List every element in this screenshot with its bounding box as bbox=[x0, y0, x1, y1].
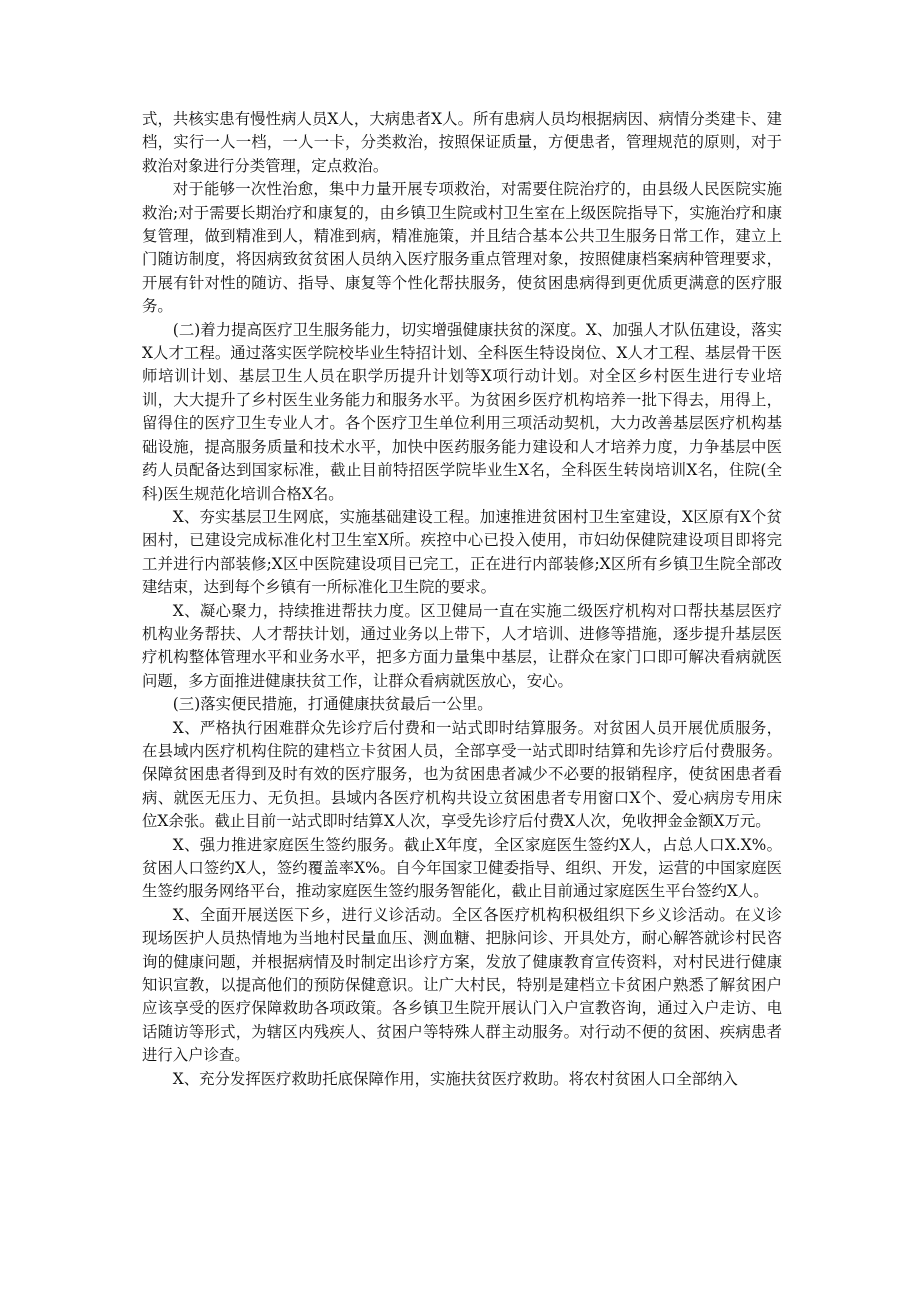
section-heading-three-convenience-measures: (三)落实便民措施，打通健康扶贫最后一公里。 bbox=[172, 695, 493, 714]
paragraph-grassroots-infrastructure: X、夯实基层卫生网底，实施基础建设工程。加速推进贫困村卫生室建设，X区原有X个贫困村，已建设完成标准化村卫生室X所。疾控中心已投入使用，市妇幼保健院建设项目即将完工并进行内部装修;X区中医院建设项目已完工，正在进行内部装修;X区所有乡镇卫生院全部改建结束，达到每个乡镇有一所标准化卫生院的要求。 bbox=[142, 507, 782, 597]
paragraph-medical-aid-guarantee: X、充分发挥医疗救助托底保障作用，实施扶贫医疗救助。将农村贫困人口全部纳入 bbox=[172, 1069, 738, 1088]
paragraph-continued-chronic-illness: 式，共核实患有慢性病人员X人，大病患者X人。所有患病人员均根据病因、病情分类建卡、建档，实行一人一档，一人一卡，分类救治，按照保证质量，方便患者，管理规范的原则，对于救治对象进行分类管理，定点救治。 bbox=[142, 110, 782, 175]
paragraph-treatment-approach: 对于能够一次性治愈，集中力量开展专项救治，对需要住院治疗的，由县级人民医院实施救治;对于需要长期治疗和康复的，由乡镇卫生院或村卫生室在上级医院指导下，实施治疗和康复管理，做到精准到人，精准到病，精准施策，并且结合基本公共卫生服务日常工作，建立上门随访制度，将因病致贫贫困人员纳入医疗服务重点管理对象，按照健康档案病种管理要求，开展有针对性的随访、指导、康复等个性化帮扶服务，使贫困患病得到更优质更满意的医疗服务。 bbox=[142, 180, 782, 316]
paragraph-family-doctor-contracts: X、强力推进家庭医生签约服务。截止X年度，全区家庭医生签约X人，占总人口X.X%。贫困人口签约X人，签约覆盖率X%。自今年国家卫健委指导、组织、开发，运营的中国家庭医生签约服务网络平台，推动家庭医生签约服务智能化，截止目前通过家庭医生平台签约X人。 bbox=[142, 835, 782, 901]
paragraph-section-two-service-capacity: (二)着力提高医疗卫生服务能力，切实增强健康扶贫的深度。X、加强人才队伍建设，落实X人才工程。通过落实医学院校毕业生特招计划、全科医生特设岗位、X人才工程、基层骨干医师培训计划、基层卫生人员在职学历提升计划等X项行动计划。对全区乡村医生进行专业培训，大大提升了乡村医生业务能力和服务水平。为贫困乡医疗机构培养一批下得去，用得上，留得住的医疗卫生专业人才。各个医疗卫生单位利用三项活动契机，大力改善基层医疗机构基础设施，提高服务质量和技术水平，加快中医药服务能力建设和人才培养力度，力争基层中医药人员配备达到国家标准，截止目前特招医学院毕业生X名，全科医生转岗培训X名，住院(全科)医生规范化培训合格X名。 bbox=[142, 320, 782, 503]
paragraph-one-stop-settlement: X、严格执行困难群众先诊疗后付费和一站式即时结算服务。对贫困人员开展优质服务，在县域内医疗机构住院的建档立卡贫困人员，全部享受一站式即时结算和先诊疗后付费服务。保障贫困患者得到及时有效的医疗服务，也为贫困患者减少不必要的报销程序，使贫困患者看病、就医无压力、无负担。县域内各医疗机构共设立贫困患者专用窗口X个、爱心病房专用床位X余张。截止目前一站式即时结算X人次，享受先诊疗后付费X人次，免收押金金额X万元。 bbox=[142, 718, 782, 831]
paragraph-free-clinic-activities: X、全面开展送医下乡，进行义诊活动。全区各医疗机构积极组织下乡义诊活动。在义诊现场医护人员热情地为当地村民量血压、测血糖、把脉问诊、开具处方，耐心解答就诊村民咨询的健康问题，并根据病情及时制定出诊疗方案，发放了健康教育宣传资料，对村民进行健康知识宣教，以提高他们的预防保健意识。让广大村民，特别是建档立卡贫困户熟悉了解贫困户应该享受的医疗保障救助各项政策。各乡镇卫生院开展认门入户宣教咨询，通过入户走访、电话随访等形式，为辖区内残疾人、贫困户等特殊人群主动服务。对行动不便的贫困、疾病患者进行入户诊查。 bbox=[142, 905, 782, 1065]
paragraph-assistance-efforts: X、凝心聚力，持续推进帮扶力度。区卫健局一直在实施二级医疗机构对口帮扶基层医疗机构业务帮扶、人才帮扶计划，通过业务以上带下，人才培训、进修等措施，逐步提升基层医疗机构整体管理水平和业务水平，把多方面力量集中基层，让群众在家门口即可解决看病就医问题，多方面推进健康扶贫工作，让群众看病就医放心，安心。 bbox=[142, 601, 782, 690]
document-page bbox=[142, 108, 782, 1091]
